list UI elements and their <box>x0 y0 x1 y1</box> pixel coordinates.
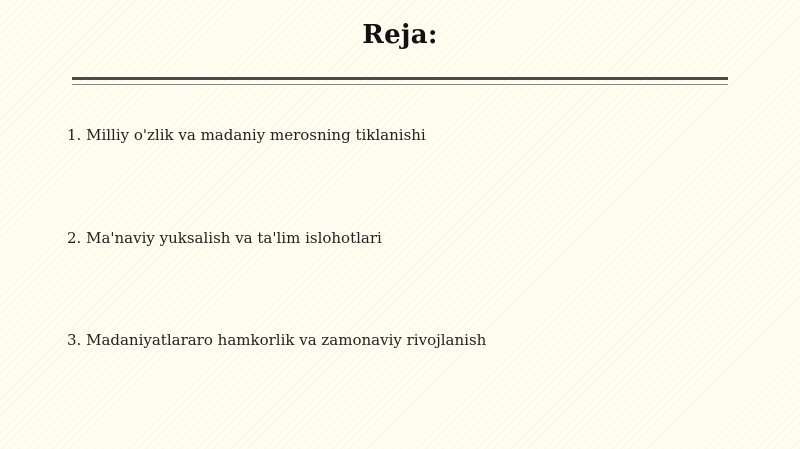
plan-item-1: 1. Milliy o'zlik va madaniy merosning tiklanishi <box>67 126 426 144</box>
plan-item-3: 3. Madaniyatlararo hamkorlik va zamonaviy rivojlanish <box>67 331 487 349</box>
title-divider-thick <box>72 77 728 80</box>
plan-item-2: 2. Ma'naviy yuksalish va ta'lim islohotlari <box>67 229 382 247</box>
title-divider-thin <box>72 84 728 85</box>
slide-title: Reja: <box>362 20 438 50</box>
